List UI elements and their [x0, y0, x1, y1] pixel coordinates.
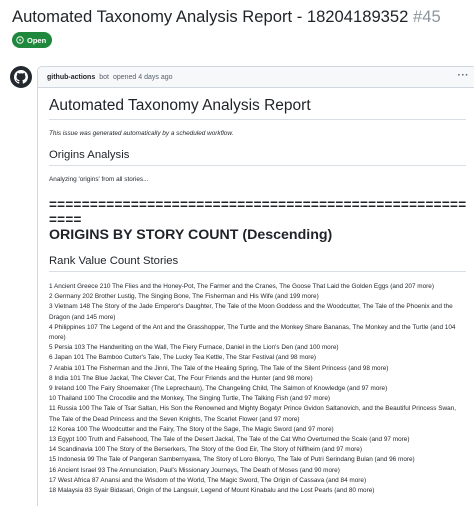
comment-header: [38, 67, 474, 88]
comment-box: [37, 66, 474, 506]
state-label: Open: [27, 35, 47, 45]
state-badge-open: [12, 32, 52, 48]
analyzing-text: Analyzing 'origins' from all stories...: [49, 176, 149, 183]
list-item: 3 Vietnam 148 The Story of the Jade Emperor's Daughter, The Tale of the Moon Goddess and the Woodcutter, The Tale of the Phoenix and the Dragon (and 145 more): [49, 303, 453, 321]
list-item: 10 Thailand 100 The Crocodile and the Monkey, The Singing Turtle, The Talking Fish (and 97 more): [49, 395, 330, 403]
comment-author-link[interactable]: github-actions: [47, 73, 96, 81]
origins-count-title: ORIGINS BY STORY COUNT (Descending): [49, 227, 333, 243]
more-options-icon[interactable]: ···: [457, 70, 469, 81]
list-item: 4 Philippines 107 The Legend of the Ant and the Grasshopper, The Turtle and the Monkey Share Bananas, The Monkey and the Turtle (and 104 more): [49, 323, 456, 342]
list-item: 11 Russia 100 The Tale of Tsar Saltan, His Son the Renowned and Mighty Bogatyr Prince Gvidon Saltanovich, and the Beautiful Princess Swan, The Tale of the Dead Princess and the Seven Knights, The Scarlet Flower (and 97 more): [49, 405, 456, 423]
list-item: 2 Germany 202 Brother Lustig, The Singing Bone, The Fisherman and His Wife (and 199 more): [49, 293, 319, 301]
github-logo-icon: [14, 70, 28, 84]
origins-heading: Origins Analysis: [49, 148, 466, 166]
list-item: 16 Ancient Israel 93 The Annunciation, Paul's Missionary Journeys, The Death of Moses (and 90 more): [49, 466, 340, 474]
list-item: 13 Egypt 100 Truth and Falsehood, The Tale of the Desert Jackal, The Tale of the Cat Who Overturned the Scale (and 97 more): [49, 436, 410, 444]
bot-label: bot: [99, 73, 109, 81]
origins-list: [49, 282, 466, 496]
issue-title: [12, 6, 467, 28]
issue-number: #45: [412, 7, 441, 26]
list-item: 15 Indonesia 99 The Tale of Pangeran Sambernyawa, The Story of Loro Blonyo, The Tale of Putri Serindang Bulan (and 96 more): [49, 456, 415, 464]
comment-body: [38, 88, 474, 496]
list-item: 12 Korea 100 The Woodcutter and the Fairy, The Story of the Sage, The Magic Sword (and 97 more): [49, 425, 334, 433]
list-item: 18 Malaysia 83 Syair Bidasari, Origin of the Langsuir, Legend of Mount Kinabalu and the Lost Pearls (and 80 more): [49, 487, 375, 495]
avatar[interactable]: [10, 66, 32, 88]
list-item: 8 India 101 The Blue Jackal, The Clever Cat, The Four Friends and the Hunter (and 98 more): [49, 374, 313, 382]
list-item: 7 Arabia 101 The Fisherman and the Jinni, The Tale of the Healing Spring, The Tale of the Silent Princess (and 98 more): [49, 364, 389, 372]
list-item: 14 Scandinavia 100 The Story of the Berserkers, The Story of the God Eir, The Story of Niflheim (and 97 more): [49, 446, 362, 454]
list-item: 1 Ancient Greece 210 The Flies and the Honey-Pot, The Farmer and the Cranes, The Goose That Laid the Golden Eggs (and 207 more): [49, 283, 434, 290]
issue-opened-icon: [16, 36, 24, 44]
list-item: 5 Persia 103 The Handwriting on the Wall, The Fiery Furnace, Daniel in the Lion's Den (and 100 more): [49, 344, 339, 352]
list-item: 9 Ireland 100 The Fairy Shoemaker (The Leprechaun), The Changeling Child, The Salmon of Knowledge (and 97 more): [49, 385, 388, 393]
list-item: 6 Japan 101 The Bamboo Cutter's Tale, The Lucky Tea Kettle, The Star Festival (and 98 more): [49, 354, 317, 362]
table-header: Rank Value Count Stories: [49, 254, 466, 272]
issue-header: [12, 6, 467, 28]
opened-timestamp[interactable]: opened 4 days ago: [112, 73, 173, 81]
intro-text: This issue was generated automatically by a scheduled workflow.: [49, 130, 234, 137]
issue-title-text: Automated Taxonomy Analysis Report - 18204189352: [12, 7, 409, 26]
report-heading: Automated Taxonomy Analysis Report: [49, 96, 466, 120]
list-item: 17 West Africa 87 Anansi and the Wisdom of the World, The Magic Sword, The Origin of Cassava (and 84 more): [49, 476, 367, 484]
separator-line: =======================================================: [49, 197, 467, 227]
